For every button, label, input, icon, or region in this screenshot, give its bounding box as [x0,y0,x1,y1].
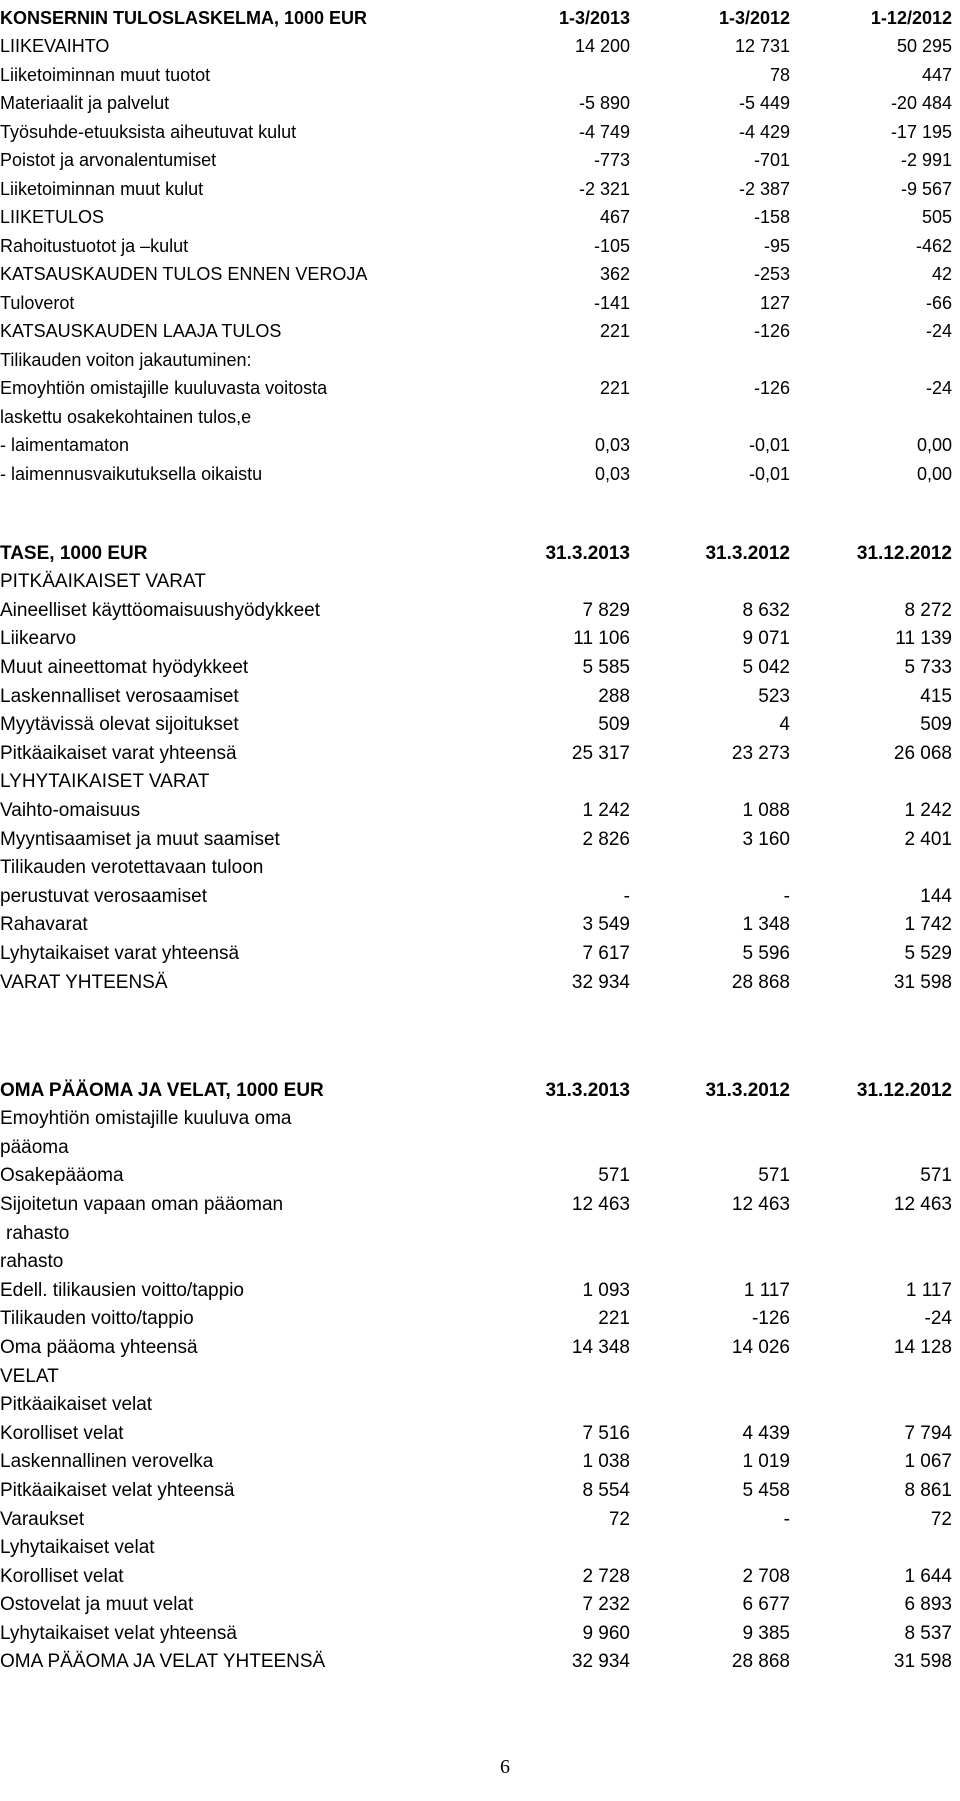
table-row [0,851,952,880]
row-value: 523 [758,685,790,707]
row-value: 72 [930,1508,952,1530]
row-value: 2 708 [742,1565,790,1587]
row-value: 1 088 [742,799,790,821]
row-label: Korolliset velat [0,1422,124,1444]
table-row [0,1531,952,1560]
table-row [0,200,952,229]
row-value: 505 [921,207,952,227]
row-value [470,399,630,428]
row-label: rahasto [6,1222,70,1244]
row-label: Tuloverot [0,292,75,313]
row-value: 571 [920,1165,952,1187]
balance-sheet-title: TASE, 1000 EUR [0,542,148,564]
table-row [0,371,952,400]
income-statement-section [0,0,960,485]
table-row [0,114,952,143]
row-value [790,1102,952,1131]
balance-sheet-table [0,536,952,994]
row-label: Emoyhtiön omistajille kuuluvasta voitosta [0,378,328,398]
row-value [470,1359,630,1388]
row-label: Myyntisaamiset ja muut saamiset [0,828,280,850]
page-number: 6 [500,1756,510,1778]
row-value: 221 [598,1308,630,1330]
table-row [0,1130,952,1159]
row-label: Lyhytaikaiset varat yhteensä [0,942,240,964]
table-row [0,342,952,371]
table-row [0,1245,952,1274]
table-row [0,399,952,428]
row-value [790,1359,952,1388]
row-value: -701 [753,150,790,170]
row-value: 6 677 [742,1594,790,1616]
row-label: laskettu osakekohtainen tulos,e [0,406,252,427]
row-value: 0,00 [916,435,952,455]
row-label: rahasto [0,1251,64,1273]
row-value [630,851,790,880]
row-value [790,1216,952,1245]
column-header: 31.3.2013 [545,1079,630,1101]
row-value [470,565,630,594]
table-row [0,314,952,343]
row-label: PITKÄAIKAISET VARAT [0,571,206,593]
row-value [630,1388,790,1417]
row-value: 12 463 [893,1193,952,1215]
row-value: 28 868 [731,1651,790,1673]
row-value [630,765,790,794]
row-value: -24 [925,321,952,341]
table-row [0,736,952,765]
row-value: -9 567 [900,178,952,199]
table-row [0,1473,952,1502]
row-value: 9 071 [742,628,790,650]
table-row [0,936,952,965]
row-value [790,342,952,371]
row-value [790,765,952,794]
row-label: Aineelliset käyttöomaisuushyödykkeet [0,599,321,621]
row-value: -126 [751,1308,790,1330]
table-row [0,1159,952,1188]
equity-liabilities-table [0,1073,952,1673]
row-value: 362 [599,264,630,284]
row-label: Pitkäaikaiset varat yhteensä [0,742,237,764]
row-value [470,57,630,86]
row-value: 5 733 [904,656,952,678]
table-row [0,1216,952,1245]
row-value: 14 026 [731,1336,790,1358]
row-value [630,1359,790,1388]
row-value: -95 [763,235,790,256]
row-label: Liiketoiminnan muut tuotot [0,64,211,85]
row-label: KATSAUSKAUDEN TULOS ENNEN VEROJA [0,264,368,284]
row-value: 221 [599,321,630,341]
row-value: -773 [593,150,630,170]
income-statement-header-row [0,0,952,29]
row-value: 8 272 [904,599,952,621]
column-header: 31.12.2012 [856,1079,952,1101]
row-value [790,1388,952,1417]
row-label: Poistot ja arvonalentumiset [0,150,217,170]
row-label: Pitkäaikaiset velat [0,1394,153,1416]
equity-liabilities-title: OMA PÄÄOMA JA VELAT, 1000 EUR [0,1079,324,1101]
row-label: Muut aineettomat hyödykkeet [0,656,249,678]
income-statement-table [0,0,952,485]
row-value: 3 160 [742,828,790,850]
row-value: 571 [598,1165,630,1187]
row-value: 1 117 [905,1279,952,1301]
row-value: 127 [759,292,790,313]
row-label: Laskennallinen verovelka [0,1451,214,1473]
row-value: 1 742 [904,914,952,936]
row-value: -253 [753,264,790,284]
balance-sheet-rows [0,565,952,994]
column-header: 31.3.2012 [705,1079,790,1101]
column-header: 31.3.2013 [545,542,630,564]
table-row [0,879,952,908]
row-label: Sijoitetun vapaan oman pääoman [0,1193,284,1215]
income-statement-rows [0,29,952,485]
row-value: -105 [593,235,630,256]
equity-liabilities-rows [0,1102,952,1674]
row-value [630,1102,790,1131]
equity-liabilities-header-row [0,1073,952,1102]
table-row [0,1388,952,1417]
table-row [0,1330,952,1359]
table-row [0,593,952,622]
row-label: perustuvat verosaamiset [0,885,207,907]
row-value: -2 321 [578,178,630,199]
row-value: -5 890 [578,93,630,113]
row-value: -141 [593,292,630,313]
row-value [630,1130,790,1159]
row-label: Tilikauden verotettavaan tuloon [0,857,264,879]
row-value: 144 [920,885,952,907]
column-header: 31.3.2012 [705,542,790,564]
row-value: 447 [921,64,952,85]
row-value [630,1245,790,1274]
income-statement-title: KONSERNIN TULOSLASKELMA, 1000 EUR [0,7,368,28]
table-row [0,29,952,58]
row-label: Korolliset velat [0,1565,124,1587]
row-value: 8 632 [742,599,790,621]
row-label: KATSAUSKAUDEN LAAJA TULOS [0,321,282,341]
row-value: 2 728 [582,1565,630,1587]
row-value: 72 [608,1508,630,1530]
row-label: Lyhytaikaiset velat yhteensä [0,1622,237,1644]
row-value [470,851,630,880]
table-row [0,456,952,485]
table-row [0,622,952,651]
row-value: 1 038 [582,1451,630,1473]
row-value: 1 242 [582,799,630,821]
row-value: -24 [925,378,952,398]
row-value [790,851,952,880]
table-row [0,1559,952,1588]
table-row [0,1616,952,1645]
table-row [0,1302,952,1331]
row-label: Rahavarat [0,914,88,936]
table-row [0,679,952,708]
table-row [0,257,952,286]
row-value: 31 598 [893,1651,952,1673]
balance-sheet-section [0,536,960,994]
row-label: Tilikauden voiton jakautuminen: [0,349,252,370]
row-value: 467 [599,207,630,227]
row-value [790,1531,952,1560]
row-value: 2 401 [904,828,952,850]
row-value: 26 068 [893,742,952,764]
row-label: Liikearvo [0,628,77,650]
row-value: 12 463 [731,1193,790,1215]
table-row [0,1359,952,1388]
row-value [790,399,952,428]
row-value: 7 794 [904,1422,952,1444]
row-value: -4 429 [738,121,790,142]
row-label: Lyhytaikaiset velat [0,1537,155,1559]
row-label: VARAT YHTEENSÄ [0,971,168,993]
row-value: 5 596 [742,942,790,964]
row-label: - laimentamaton [0,435,130,455]
column-header: 1-12/2012 [870,7,952,28]
row-label: Rahoitustuotot ja –kulut [0,235,189,256]
row-value: -2 991 [900,150,952,170]
row-value [630,399,790,428]
row-label: pääoma [0,1136,69,1158]
table-row [0,565,952,594]
row-label: Ostovelat ja muut velat [0,1594,194,1616]
row-value: 23 273 [731,742,790,764]
row-value: 7 516 [582,1422,630,1444]
row-value: -0,01 [748,435,790,455]
row-value: 1 644 [904,1565,952,1587]
row-value: 5 458 [742,1479,790,1501]
row-value [470,1531,630,1560]
row-value: 0,03 [594,463,630,484]
table-row [0,1187,952,1216]
column-header: 1-3/2013 [558,7,630,28]
row-value [630,565,790,594]
table-row [0,1273,952,1302]
row-value: 7 232 [582,1594,630,1616]
table-row [0,650,952,679]
row-value [470,1388,630,1417]
row-value: -24 [924,1308,952,1330]
row-value: 288 [598,685,630,707]
row-value: -126 [753,378,790,398]
row-label: Myytävissä olevat sijoitukset [0,714,239,736]
row-value: 415 [920,685,952,707]
row-value [470,1245,630,1274]
row-value: 509 [920,714,952,736]
row-value: 12 731 [734,36,790,56]
row-value: 9 960 [582,1622,630,1644]
row-value: 4 [779,714,790,736]
table-row [0,765,952,794]
row-value: 50 295 [896,36,952,56]
column-header: 1-3/2012 [718,7,790,28]
row-value: -66 [925,292,952,313]
equity-liabilities-section [0,1073,960,1673]
row-value: 1 067 [904,1451,952,1473]
row-value: -462 [915,235,952,256]
row-label: LIIKEVAIHTO [0,36,110,56]
table-row [0,1102,952,1131]
row-value: 32 934 [571,971,630,993]
row-value: 11 106 [573,628,630,650]
row-label: Varaukset [0,1508,85,1530]
row-value: -5 449 [738,93,790,113]
row-value: 4 439 [742,1422,790,1444]
row-value: 32 934 [571,1651,630,1673]
table-row [0,143,952,172]
table-row [0,822,952,851]
row-label: Edell. tilikausien voitto/tappio [0,1279,244,1301]
row-value [470,1216,630,1245]
table-row [0,228,952,257]
column-header: 31.12.2012 [856,542,952,564]
row-label: Liiketoiminnan muut kulut [0,178,204,199]
row-value: 25 317 [571,742,630,764]
row-value: 14 128 [893,1336,952,1358]
row-label: Pitkäaikaiset velat yhteensä [0,1479,235,1501]
table-row [0,1588,952,1617]
row-value: 42 [931,264,952,284]
row-value: 3 549 [582,914,630,936]
row-value: 7 617 [582,942,630,964]
row-label: Tilikauden voitto/tappio [0,1308,194,1330]
row-value [470,765,630,794]
row-value [630,1216,790,1245]
table-row [0,1416,952,1445]
row-value [630,1531,790,1560]
row-value: 509 [598,714,630,736]
table-row [0,1445,952,1474]
row-value: 11 139 [895,628,952,650]
table-row [0,1645,952,1674]
table-row [0,86,952,115]
row-label: Oma pääoma yhteensä [0,1336,198,1358]
row-value: 8 554 [582,1479,630,1501]
row-value: 8 537 [904,1622,952,1644]
row-value [790,1245,952,1274]
row-value: 0,00 [916,463,952,484]
table-row [0,793,952,822]
row-value: 1 348 [742,914,790,936]
row-value: -2 387 [738,178,790,199]
table-row [0,965,952,994]
row-value [630,342,790,371]
row-value: 14 200 [574,36,630,56]
row-value: -126 [753,321,790,341]
table-row [0,285,952,314]
row-value [470,1102,630,1131]
row-value: 14 348 [571,1336,630,1358]
row-value: 571 [758,1165,790,1187]
row-value: -0,01 [748,463,790,484]
row-value: 0,03 [594,435,630,455]
row-value: 6 893 [904,1594,952,1616]
row-value: 1 242 [904,799,952,821]
row-value: -17 195 [890,121,952,142]
row-label: Vaihto-omaisuus [0,799,141,821]
row-label: Työsuhde-etuuksista aiheutuvat kulut [0,121,297,142]
row-value: 28 868 [731,971,790,993]
row-value: 1 019 [742,1451,790,1473]
row-value [790,1130,952,1159]
balance-sheet-header-row [0,536,952,565]
row-value: - [783,1508,790,1530]
row-label: OMA PÄÄOMA JA VELAT YHTEENSÄ [0,1651,326,1673]
row-value: - [783,885,790,907]
row-value: 221 [599,378,630,398]
row-value: -20 484 [890,93,952,113]
row-value: 8 861 [904,1479,952,1501]
row-value: 1 117 [743,1279,790,1301]
row-label: Emoyhtiön omistajille kuuluva oma [0,1108,292,1130]
row-label: Materiaalit ja palvelut [0,93,170,113]
row-value: 31 598 [893,971,952,993]
row-value: 5 585 [582,656,630,678]
table-row [0,908,952,937]
table-row [0,428,952,457]
row-value: 5 529 [904,942,952,964]
table-row [0,171,952,200]
row-value: 9 385 [742,1622,790,1644]
row-value [790,565,952,594]
row-value: 78 [769,64,790,85]
row-value: 12 463 [571,1193,630,1215]
row-value: 1 093 [582,1279,630,1301]
row-label: LYHYTAIKAISET VARAT [0,771,210,793]
row-value: -4 749 [578,121,630,142]
row-value: -158 [753,207,790,227]
table-row [0,708,952,737]
row-label: LIIKETULOS [0,207,105,227]
row-label: Laskennalliset verosaamiset [0,685,239,707]
row-label: Osakepääoma [0,1165,124,1187]
table-row [0,1502,952,1531]
row-value: 5 042 [742,656,790,678]
row-value: 2 826 [582,828,630,850]
row-value [470,342,630,371]
table-row [0,57,952,86]
row-label: - laimennusvaikutuksella oikaistu [0,463,263,484]
row-value: 7 829 [582,599,630,621]
row-value: - [623,885,630,907]
row-value [470,1130,630,1159]
row-label: VELAT [0,1365,59,1387]
